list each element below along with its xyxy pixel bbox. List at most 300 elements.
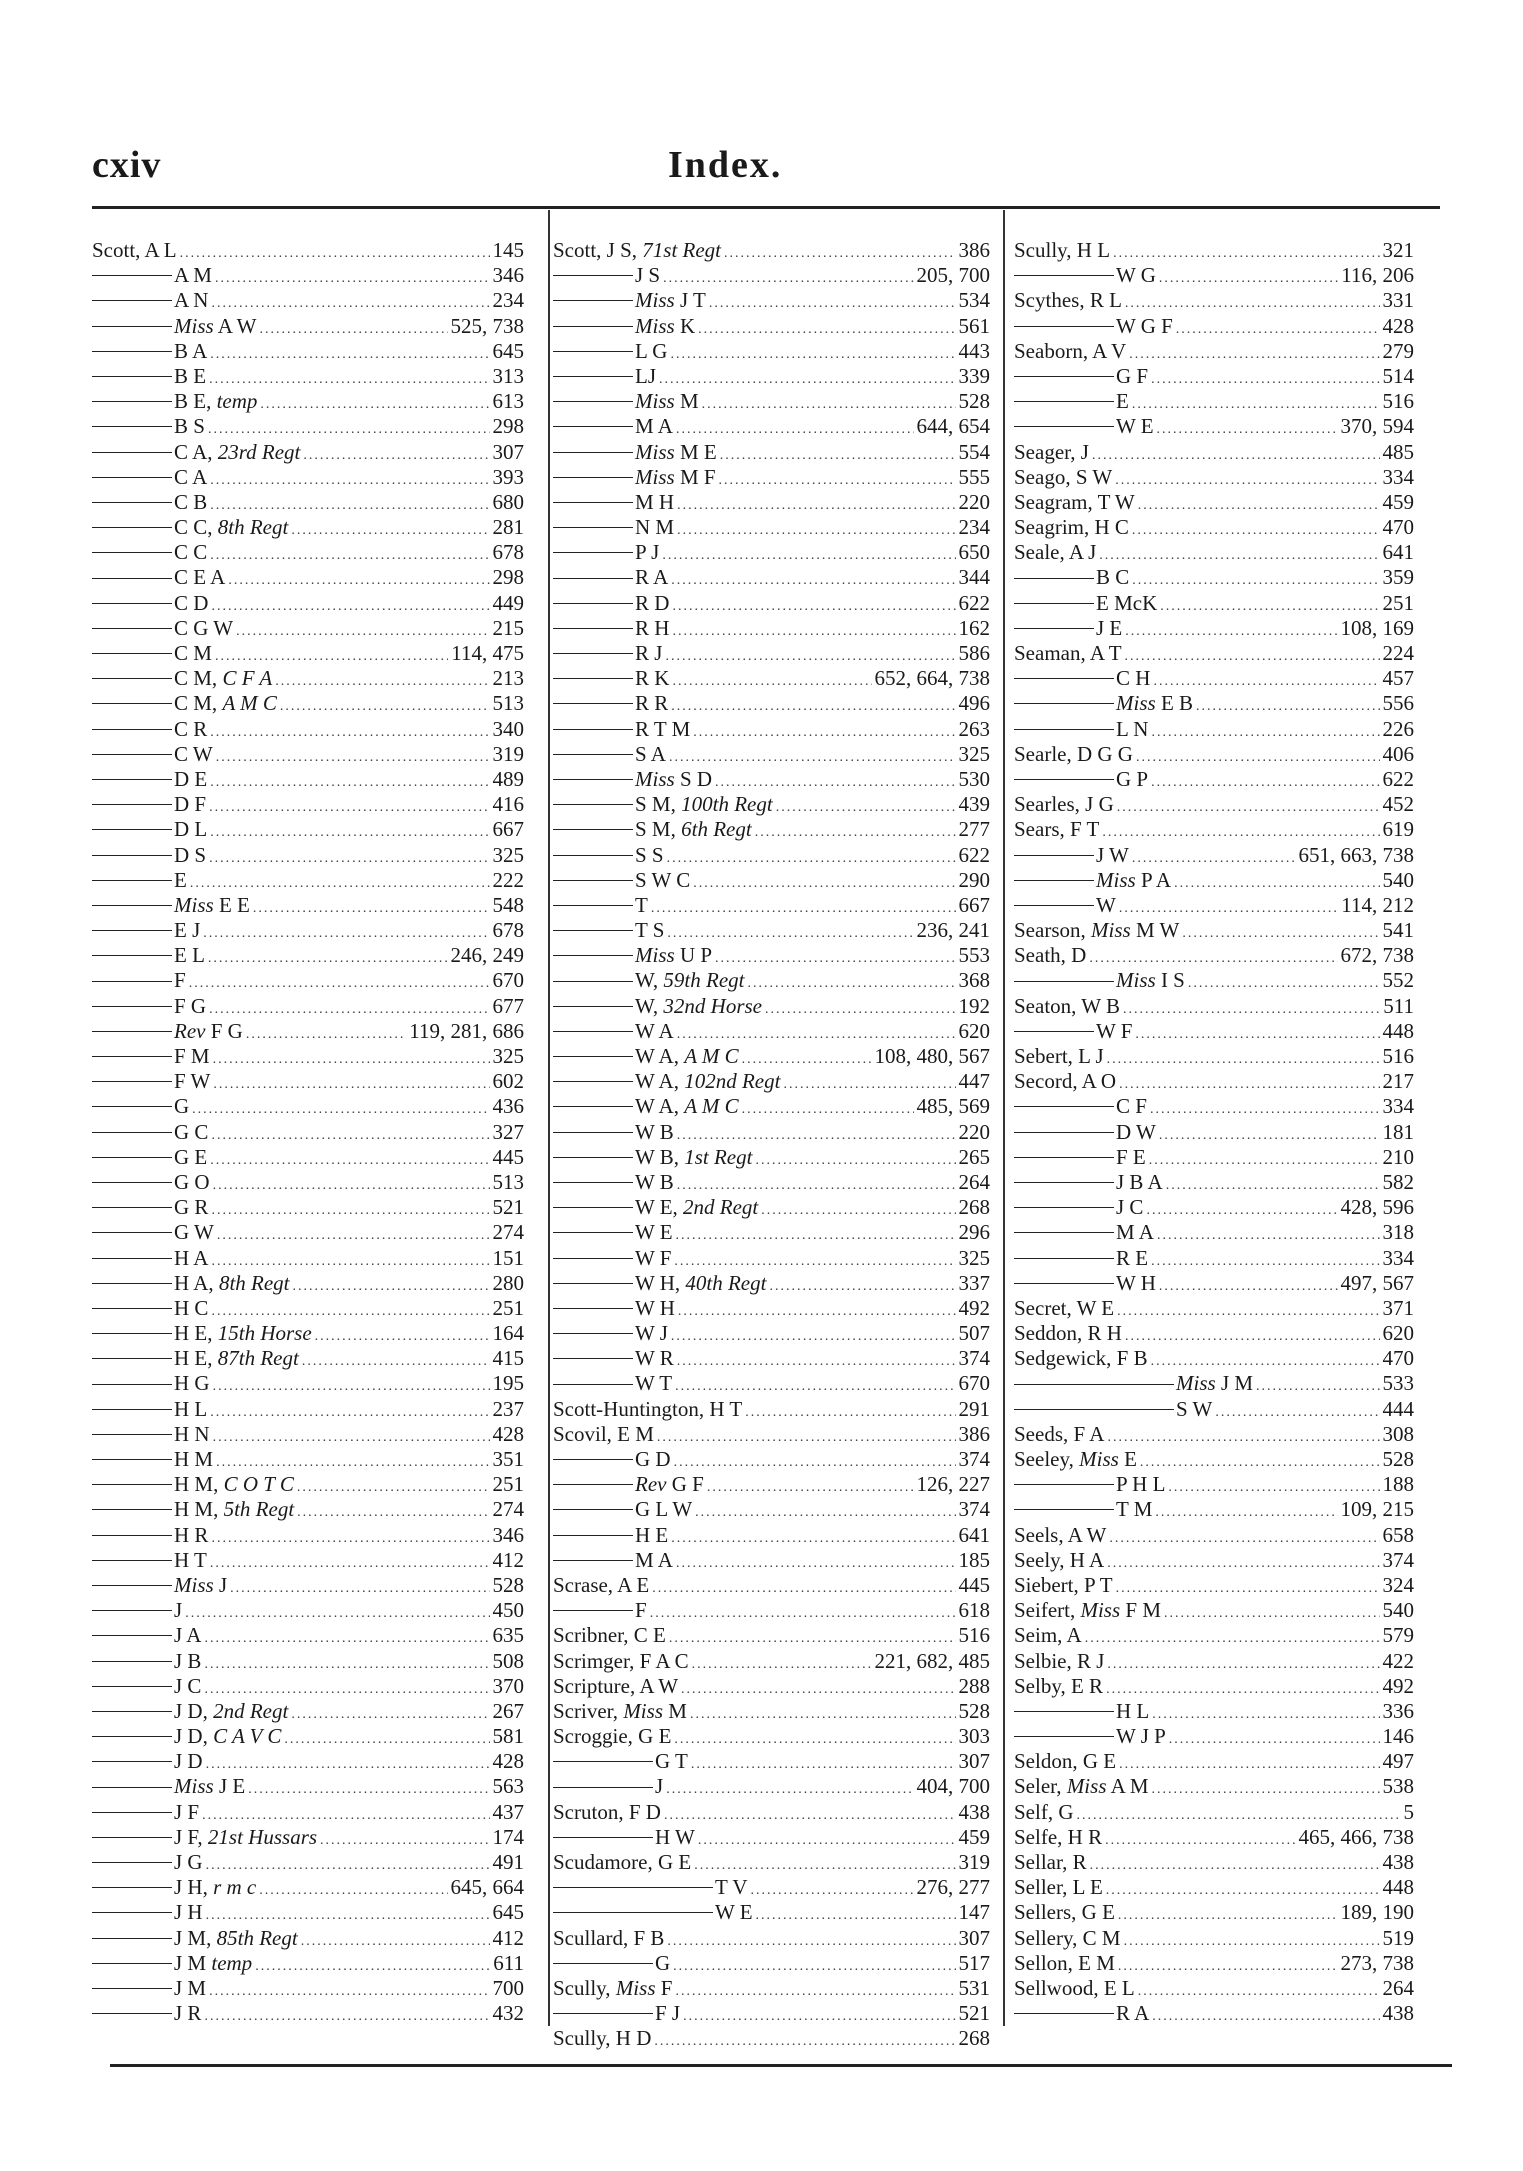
index-entry xyxy=(92,616,524,641)
index-entry xyxy=(92,389,524,414)
entry-pages: 513 xyxy=(492,1169,524,1194)
index-entry xyxy=(1014,1246,1414,1271)
dot-leader xyxy=(672,669,871,694)
entry-pages: 620 xyxy=(1382,1321,1414,1346)
entry-name: W A xyxy=(635,1018,674,1043)
dot-leader xyxy=(1119,1072,1379,1097)
ditto-dash xyxy=(553,905,633,906)
ditto-dash xyxy=(553,502,633,503)
entry-pages: 195 xyxy=(492,1371,524,1396)
entry-name: J xyxy=(655,1774,664,1799)
entry-name: Rev G F xyxy=(635,1472,704,1497)
dot-leader xyxy=(755,820,956,845)
dot-leader xyxy=(720,443,956,468)
index-entry xyxy=(92,1850,524,1875)
entry-name: J A xyxy=(174,1623,202,1648)
index-entry xyxy=(92,1523,524,1548)
entry-name: C A, 23rd Regt xyxy=(174,439,301,464)
entry-pages: 432 xyxy=(492,2001,524,2026)
entry-pages: 126, 227 xyxy=(916,1472,990,1497)
index-entry xyxy=(1014,1749,1414,1774)
index-entry xyxy=(553,893,990,918)
dot-leader xyxy=(291,518,489,543)
index-entry xyxy=(553,364,990,389)
entry-name: H E, 87th Regt xyxy=(174,1346,299,1371)
ditto-dash xyxy=(92,351,172,352)
dot-leader xyxy=(210,770,489,795)
entry-name: H A, 8th Regt xyxy=(174,1270,290,1295)
index-entry xyxy=(553,792,990,817)
entry-pages: 492 xyxy=(1382,1673,1414,1698)
entry-name: J F, 21st Hussars xyxy=(174,1824,318,1849)
index-entry xyxy=(1014,616,1414,641)
entry-name: C B xyxy=(174,489,208,514)
entry-name: C M, C F A xyxy=(174,666,273,691)
entry-pages: 552 xyxy=(1382,968,1414,993)
entry-name: R K xyxy=(635,666,670,691)
entry-pages: 313 xyxy=(492,363,524,388)
ditto-dash xyxy=(92,754,172,755)
entry-name: M A xyxy=(635,414,673,439)
entry-name: Seeley, Miss E xyxy=(1014,1447,1137,1471)
ditto-dash xyxy=(92,1509,172,1510)
ditto-dash xyxy=(92,1610,172,1611)
ditto-dash xyxy=(1014,1182,1114,1183)
ditto-dash xyxy=(1014,905,1094,906)
entry-pages: 538 xyxy=(1382,1774,1414,1799)
entry-pages: 516 xyxy=(1382,389,1414,414)
index-entry xyxy=(92,943,524,968)
index-entry xyxy=(92,490,524,515)
entry-name: H A xyxy=(174,1245,209,1270)
entry-pages: 667 xyxy=(492,817,524,842)
dot-leader xyxy=(1107,1551,1379,1576)
entry-pages: 452 xyxy=(1382,792,1414,817)
entry-name: C R xyxy=(174,716,208,741)
dot-leader xyxy=(210,1400,489,1425)
index-entry xyxy=(1014,1573,1414,1598)
entry-name: G T xyxy=(655,1749,688,1774)
ditto-dash xyxy=(92,1409,172,1410)
ditto-dash xyxy=(92,1787,172,1788)
index-entry xyxy=(1014,1120,1414,1145)
ditto-dash xyxy=(553,703,633,704)
entry-name: F M xyxy=(174,1044,210,1068)
dot-leader xyxy=(1109,1526,1379,1551)
index-entry xyxy=(92,767,524,792)
ditto-dash xyxy=(92,1560,172,1561)
entry-name: W B xyxy=(635,1119,674,1144)
entry-name: Miss J xyxy=(174,1572,228,1597)
entry-name: J C xyxy=(1116,1195,1144,1220)
ditto-dash xyxy=(92,1887,172,1888)
dot-leader xyxy=(213,1374,490,1399)
ditto-dash xyxy=(92,1358,172,1359)
entry-name: J B xyxy=(174,1648,202,1673)
entry-name: Seagrim, H C xyxy=(1014,515,1129,540)
entry-name: G O xyxy=(174,1169,210,1194)
dot-leader xyxy=(303,443,489,468)
ditto-dash xyxy=(1014,1409,1174,1410)
index-entry xyxy=(1014,1170,1414,1195)
dot-leader xyxy=(650,1601,956,1626)
index-entry xyxy=(92,666,524,691)
ditto-dash xyxy=(1014,1736,1114,1737)
entry-pages: 151 xyxy=(492,1245,524,1270)
dot-leader xyxy=(681,1677,955,1702)
entry-name: J S xyxy=(635,263,661,288)
entry-pages: 217 xyxy=(1382,1069,1414,1094)
entry-pages: 579 xyxy=(1382,1623,1414,1648)
ditto-dash xyxy=(553,1887,713,1888)
entry-name: Miss A W xyxy=(174,313,257,338)
entry-pages: 290 xyxy=(958,867,990,892)
entry-name: J C xyxy=(174,1673,202,1698)
index-entry xyxy=(1014,767,1414,792)
entry-name: R A xyxy=(1116,2001,1150,2026)
dot-leader xyxy=(651,896,956,921)
entry-name: J R xyxy=(174,2001,202,2026)
ditto-dash xyxy=(92,603,172,604)
entry-pages: 507 xyxy=(958,1321,990,1346)
entry-name: Sebert, L J xyxy=(1014,1044,1104,1068)
dot-leader xyxy=(210,342,489,367)
entry-name: Seels, A W xyxy=(1014,1522,1107,1547)
entry-name: Scully, H D xyxy=(553,2026,652,2051)
ditto-dash xyxy=(553,1232,633,1233)
dot-leader xyxy=(671,694,955,719)
ditto-dash xyxy=(92,376,172,377)
entry-pages: 188 xyxy=(1382,1472,1414,1497)
entry-pages: 485 xyxy=(1382,439,1414,464)
entry-name: F G xyxy=(174,993,207,1018)
entry-name: H N xyxy=(174,1421,210,1446)
entry-name: Scripture, A W xyxy=(553,1673,679,1698)
entry-name: Seago, S W xyxy=(1014,464,1113,489)
entry-pages: 370, 594 xyxy=(1340,414,1414,439)
ditto-dash xyxy=(553,1560,633,1561)
index-entry xyxy=(553,968,990,993)
entry-name: Sellery, C M xyxy=(1014,1925,1121,1950)
index-entry xyxy=(553,817,990,842)
ditto-dash xyxy=(92,401,172,402)
entry-name: Searles, J G xyxy=(1014,792,1114,817)
entry-pages: 268 xyxy=(958,1195,990,1220)
dot-leader xyxy=(1115,468,1379,493)
ditto-dash xyxy=(92,1031,172,1032)
entry-pages: 485, 569 xyxy=(916,1094,990,1119)
entry-pages: 325 xyxy=(492,1044,524,1068)
ditto-dash xyxy=(92,275,172,276)
entry-name: W H, 40th Regt xyxy=(635,1270,767,1295)
index-entry xyxy=(92,565,524,590)
entry-pages: 491 xyxy=(492,1850,524,1874)
dot-leader xyxy=(657,1425,956,1450)
index-entry xyxy=(1014,1951,1414,1976)
entry-pages: 334 xyxy=(1382,1245,1414,1270)
index-entry xyxy=(1014,717,1414,742)
index-entry xyxy=(92,2001,524,2026)
index-entry xyxy=(92,968,524,993)
dot-leader xyxy=(204,1626,489,1651)
ditto-dash xyxy=(92,981,172,982)
entry-name: Scriver, Miss M xyxy=(553,1698,687,1723)
index-entry xyxy=(553,1069,990,1094)
index-entry xyxy=(92,994,524,1019)
dot-leader xyxy=(662,543,955,568)
dot-leader xyxy=(1159,1274,1338,1299)
entry-pages: 672, 738 xyxy=(1340,943,1414,968)
entry-name: Scott-Huntington, H T xyxy=(553,1396,743,1421)
entry-pages: 496 xyxy=(958,691,990,716)
entry-name: Seddon, R H xyxy=(1014,1321,1122,1346)
entry-pages: 650 xyxy=(958,540,990,565)
index-entry xyxy=(92,1598,524,1623)
entry-pages: 236, 241 xyxy=(916,918,990,943)
dot-leader xyxy=(209,846,489,871)
entry-name: Seale, A J xyxy=(1014,540,1097,565)
index-entry xyxy=(1014,968,1414,993)
ditto-dash xyxy=(553,1182,633,1183)
index-entry xyxy=(1014,591,1414,616)
dot-leader xyxy=(673,1954,955,1979)
dot-leader xyxy=(209,1979,489,2004)
entry-name: Miss S D xyxy=(635,766,713,791)
entry-name: H L xyxy=(174,1396,208,1421)
entry-pages: 586 xyxy=(958,641,990,665)
ditto-dash xyxy=(553,1031,633,1032)
index-entry xyxy=(553,540,990,565)
dot-leader xyxy=(1090,1853,1380,1878)
index-entry xyxy=(1014,1774,1414,1799)
index-entry xyxy=(553,1548,990,1573)
index-entry xyxy=(92,1044,524,1069)
entry-name: G P xyxy=(1116,766,1149,791)
dot-leader xyxy=(1092,443,1380,468)
entry-pages: 457 xyxy=(1382,666,1414,691)
index-entry xyxy=(553,440,990,465)
entry-pages: 339 xyxy=(958,363,990,388)
index-entry xyxy=(92,792,524,817)
index-entry xyxy=(553,1850,990,1875)
entry-pages: 251 xyxy=(492,1295,524,1320)
ditto-dash xyxy=(92,1106,172,1107)
dot-leader xyxy=(1125,644,1380,669)
dot-leader xyxy=(1105,1828,1295,1853)
dot-leader xyxy=(677,1349,956,1374)
ditto-dash xyxy=(553,452,633,453)
entry-pages: 340 xyxy=(492,716,524,741)
dot-leader xyxy=(203,921,489,946)
entry-pages: 386 xyxy=(958,238,990,262)
entry-name: Seager, J xyxy=(1014,439,1089,464)
dot-leader xyxy=(1188,971,1380,996)
ditto-dash xyxy=(553,855,633,856)
ditto-dash xyxy=(92,880,172,881)
index-entry xyxy=(1014,1195,1414,1220)
dot-leader xyxy=(666,1777,913,1802)
dot-leader xyxy=(320,1828,489,1853)
index-entry xyxy=(92,1674,524,1699)
index-entry xyxy=(553,1447,990,1472)
entry-pages: 162 xyxy=(958,615,990,640)
entry-pages: 658 xyxy=(1382,1522,1414,1547)
entry-pages: 554 xyxy=(958,439,990,464)
dot-leader xyxy=(1159,266,1338,291)
dot-leader xyxy=(211,594,489,619)
ditto-dash xyxy=(1014,426,1114,427)
entry-name: Sellwood, E L xyxy=(1014,1975,1135,2000)
ditto-dash xyxy=(1014,981,1114,982)
entry-pages: 344 xyxy=(958,565,990,590)
entry-pages: 519 xyxy=(1382,1925,1414,1950)
entry-pages: 274 xyxy=(492,1497,524,1522)
index-entry xyxy=(553,1623,990,1648)
entry-name: A M xyxy=(174,263,212,288)
entry-pages: 645, 664 xyxy=(450,1875,524,1900)
entry-pages: 303 xyxy=(958,1724,990,1749)
entry-pages: 246, 249 xyxy=(450,943,524,968)
entry-name: W B, 1st Regt xyxy=(635,1144,753,1169)
index-entry xyxy=(92,1724,524,1749)
entry-pages: 622 xyxy=(958,842,990,867)
entry-name: C D xyxy=(174,590,209,615)
ditto-dash xyxy=(1014,628,1094,629)
index-entry xyxy=(553,1649,990,1674)
entry-name: Miss M E xyxy=(635,439,717,464)
entry-name: Seeds, F A xyxy=(1014,1421,1105,1446)
ditto-dash xyxy=(553,1761,653,1762)
entry-pages: 374 xyxy=(958,1447,990,1471)
index-entry xyxy=(92,591,524,616)
index-entry xyxy=(553,288,990,313)
dot-leader xyxy=(667,1929,955,1954)
dot-leader xyxy=(211,1526,489,1551)
entry-name: S A xyxy=(635,741,666,766)
index-entry xyxy=(92,1699,524,1724)
entry-pages: 308 xyxy=(1382,1421,1414,1446)
dot-leader xyxy=(1159,1123,1380,1148)
entry-pages: 359 xyxy=(1382,565,1414,590)
ditto-dash xyxy=(1014,1132,1114,1133)
index-entry xyxy=(553,565,990,590)
index-entry xyxy=(553,1800,990,1825)
dot-leader xyxy=(297,1475,490,1500)
index-entry xyxy=(92,1321,524,1346)
dot-leader xyxy=(1146,1198,1337,1223)
index-entry xyxy=(1014,1598,1414,1623)
dot-leader xyxy=(664,1803,956,1828)
entry-name: J H xyxy=(174,1900,203,1925)
entry-name: G xyxy=(655,1950,671,1975)
dot-leader xyxy=(213,1047,490,1072)
entry-name: H E xyxy=(635,1522,669,1547)
entry-pages: 412 xyxy=(492,1925,524,1950)
entry-name: Seagram, T W xyxy=(1014,489,1135,514)
entry-pages: 189, 190 xyxy=(1340,1900,1414,1925)
dot-leader xyxy=(192,1097,489,1122)
entry-name: G F xyxy=(1116,363,1149,388)
ditto-dash xyxy=(1014,326,1114,327)
ditto-dash xyxy=(92,1535,172,1536)
ditto-dash xyxy=(1014,1232,1114,1233)
entry-pages: 513 xyxy=(492,691,524,716)
entry-pages: 613 xyxy=(492,389,524,414)
ditto-dash xyxy=(92,1132,172,1133)
dot-leader xyxy=(695,1500,955,1525)
entry-pages: 321 xyxy=(1382,238,1414,262)
ditto-dash xyxy=(553,804,633,805)
ditto-dash xyxy=(553,300,633,301)
ditto-dash xyxy=(553,1509,633,1510)
dot-leader xyxy=(1125,1324,1380,1349)
entry-name: Scully, Miss F xyxy=(553,1975,673,2000)
entry-pages: 298 xyxy=(492,414,524,439)
dot-leader xyxy=(693,871,955,896)
bottom-rule xyxy=(110,2064,1452,2067)
index-entry xyxy=(553,339,990,364)
entry-name: C M, A M C xyxy=(174,691,277,716)
dot-leader xyxy=(1151,720,1379,745)
ditto-dash xyxy=(92,1283,172,1284)
entry-pages: 528 xyxy=(958,1698,990,1723)
entry-pages: 563 xyxy=(492,1774,524,1799)
entry-pages: 370 xyxy=(492,1673,524,1698)
entry-name: D F xyxy=(174,792,207,817)
index-entry xyxy=(553,717,990,742)
dot-leader xyxy=(210,543,489,568)
index-entry xyxy=(1014,565,1414,590)
index-entry xyxy=(553,1019,990,1044)
index-entry xyxy=(553,389,990,414)
index-entry xyxy=(1014,263,1414,288)
dot-leader xyxy=(1155,1500,1337,1525)
index-entry xyxy=(92,1774,524,1799)
index-entry xyxy=(553,314,990,339)
entry-name: J H, r m c xyxy=(174,1875,257,1900)
index-entry xyxy=(92,1422,524,1447)
index-entry xyxy=(553,1296,990,1321)
ditto-dash xyxy=(1014,678,1114,679)
entry-name: S M, 100th Regt xyxy=(635,792,773,817)
entry-name: Seaman, A T xyxy=(1014,641,1122,665)
dot-leader xyxy=(302,1349,490,1374)
index-entry xyxy=(92,1749,524,1774)
dot-leader xyxy=(293,1274,490,1299)
index-entry xyxy=(92,515,524,540)
ditto-dash xyxy=(553,1384,633,1385)
entry-pages: 443 xyxy=(958,338,990,363)
entry-name: F W xyxy=(174,1069,211,1094)
dot-leader xyxy=(667,846,956,871)
index-entry xyxy=(92,742,524,767)
entry-name: W T xyxy=(635,1371,673,1396)
entry-name: S M, 6th Regt xyxy=(635,817,752,842)
entry-name: Selby, E R xyxy=(1014,1673,1104,1698)
index-entry xyxy=(1014,1346,1414,1371)
index-entry xyxy=(1014,389,1414,414)
ditto-dash xyxy=(1014,1283,1114,1284)
index-entry xyxy=(1014,1145,1414,1170)
index-entry xyxy=(1014,314,1414,339)
dot-leader xyxy=(1136,745,1380,770)
dot-leader xyxy=(1119,1752,1379,1777)
ditto-dash xyxy=(553,552,633,553)
ditto-dash xyxy=(553,981,633,982)
dot-leader xyxy=(275,669,489,694)
ditto-dash xyxy=(553,1081,633,1082)
ditto-dash xyxy=(1014,1157,1114,1158)
